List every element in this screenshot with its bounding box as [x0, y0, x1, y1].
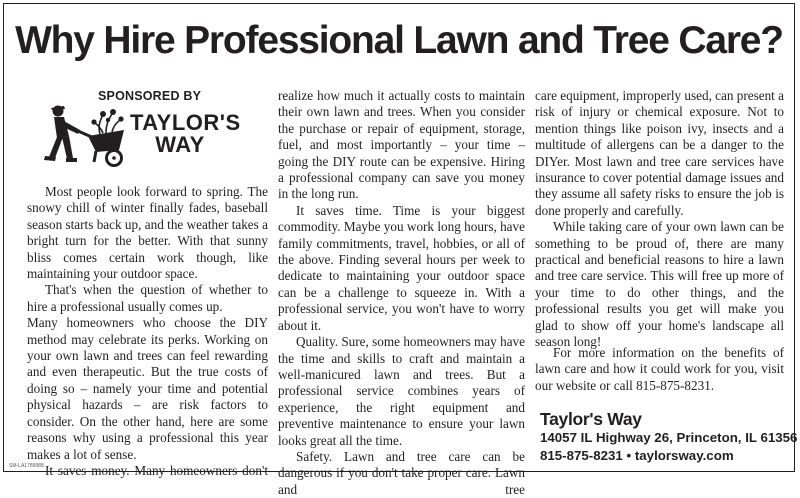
- paragraph: Quality. Sure, some homeowners may have the time and skills to craft and maintain a well-manicured lawn and trees. But a professional service combines years of experience, the right equipment and preventive maintenance to ensure your lawn looks great all the time.: [278, 334, 525, 448]
- paragraph: care equipment, improperly used, can present a risk of injury or chemical exposure. Not to mention things like poison ivy, insects and a multitude of allergens can be a danger to the DIYer. Most lawn and tree care services have insurance to cover potential damage issues and they assume all safety risks to ensure the job is done properly and carefully.: [535, 88, 784, 218]
- sponsored-by-label: SPONSORED BY: [98, 89, 202, 103]
- headline: Why Hire Professional Lawn and Tree Care?: [15, 19, 783, 62]
- paragraph: realize how much it actually costs to maintain their own lawn and trees. When you consider the purchase or repair of equipment, storage, fuel, and most importantly – your time – going the DIY route can be expensive. Hiring a professional company can save you money in the long run.: [278, 88, 525, 202]
- paragraph: Many homeowners who choose the DIY method may celebrate its perks. Working on your own lawn and trees can feel rewarding and even therapeutic. But the true costs of doing so – namely your time and potential physical hazards – are risk factors to consider. On the other hand, here are some reasons why using a professional this year makes a lot of sense.: [27, 315, 268, 462]
- taylors-way-logo: [130, 110, 241, 157]
- contact-block: [540, 409, 797, 465]
- logo-line-2: WAY: [155, 132, 205, 157]
- ad-code: SM-LA1789988: [9, 463, 44, 469]
- phone-and-website: 815-875-8231 • taylorsway.com: [540, 448, 734, 463]
- article-column-3-closing: [535, 345, 784, 394]
- paragraph: Most people look forward to spring. The snowy chill of winter finally fades, baseball season starts back up, and the weather takes a bright turn for the better. With that sunny bliss comes certain work though, like maintaining your outdoor space.: [27, 184, 268, 282]
- ad-frame: [3, 3, 798, 497]
- business-name: Taylor's Way: [540, 409, 642, 429]
- paragraph: Safety. Lawn and tree care can be dangerous if you don't take proper care. Lawn and tree: [278, 448, 525, 497]
- logo-line-1: TAYLOR'S: [130, 110, 241, 135]
- article-column-3: [535, 88, 784, 351]
- article-column-1: [27, 184, 268, 479]
- article-column-2: [278, 88, 525, 498]
- paragraph: It saves money. Many homeowners don't: [45, 462, 268, 478]
- business-address: 14057 IL Highway 26, Princeton, IL 61356: [540, 430, 798, 445]
- paragraph: That's when the question of whether to hire a professional usually comes up.: [27, 282, 268, 314]
- paragraph: For more information on the benefits of lawn care and how it could work for you, visit our website or call 815-875-8231.: [535, 345, 784, 393]
- man-pushing-wheelbarrow-icon: [40, 100, 126, 176]
- paragraph: It saves time. Time is your biggest commodity. Maybe you work long hours, have family commitments, travel, hobbies, or all of the above. Finding several hours per week to dedicate to maintaining your outdoor space can be a challenge to squeeze in. With a professional service, you won't have to worry about it.: [278, 202, 525, 333]
- paragraph: While taking care of your own lawn can be something to be proud of, there are many practical and beneficial reasons to hire a lawn and tree care service. This will free up more of your time to do other things, and the professional results you get will make you glad to show off your home's landscape all season long!: [535, 219, 784, 350]
